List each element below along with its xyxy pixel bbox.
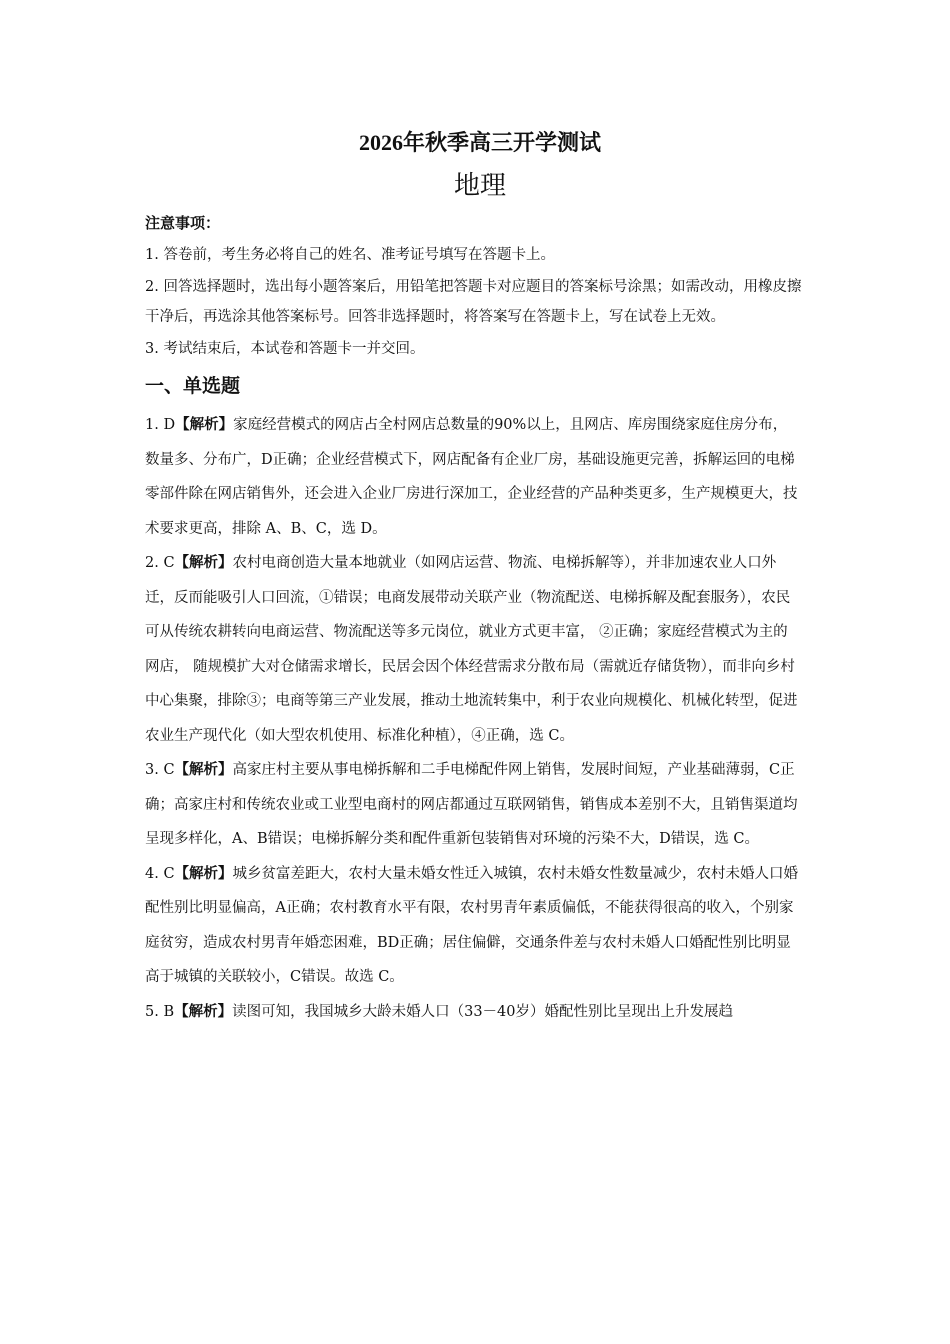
answer-item [145,857,815,995]
analysis-label: 【解析】 [174,865,233,882]
answer-item [145,546,815,753]
answer-number: 2. C [145,555,175,571]
note-item: 2. 回答选择题时，选出每小题答案后，用铅笔把答题卡对应题目的答案标号涂黑；如需改动，用橡皮擦干净后，再选涂其他答案标号。回答非选择题时，将答案写在答题卡上，写在试卷上无效。 [145,279,802,325]
notes-heading: 注意事项： [145,214,221,232]
note-item: 3. 考试结束后，本试卷和答题卡一并交回。 [145,341,425,357]
answer-text: 读图可知，我国城乡大龄未婚人口（33－40岁）婚配性别比呈现出上升发展趋 [232,1003,734,1020]
exam-page [145,120,815,1029]
answer-number: 3. C [145,762,175,778]
answer-number: 1. D [145,417,176,433]
answer-text: 高家庄村主要从事电梯拆解和二手电梯配件网上销售，发展时间短，产业基础薄弱，C正确；高家庄村和传统农业或工业型电商村的网店都通过互联网销售，销售成本差别不大，且销售渠道均呈现多样化，A、B错误；电梯拆解分类和配件重新包装销售对环境的污染不大，D错误，选 C。 [145,762,798,847]
answer-text: 家庭经营模式的网店占全村网店总数量的90%以上，且网店、库房围绕家庭住房分布，数量多、分布广，D正确；企业经营模式下，网店配备有企业厂房，基础设施更完善，拆解运回的电梯零部件除在网店销售外，还会进入企业厂房进行深加工，企业经营的产品种类更多，生产规模更大，技术要求更高，排除 A、B、C，选 D。 [145,417,798,537]
section-heading: 一、单选题 [145,375,241,397]
subject-title: 地理 [453,171,506,201]
answer-text: 城乡贫富差距大，农村大量未婚女性迁入城镇，农村未婚女性数量减少，农村未婚人口婚配性别比明显偏高，A正确；农村教育水平有限，农村男青年素质偏低，不能获得很高的收入，个别家庭贫穷，造成农村男青年婚恋困难，BD正确；居住偏僻，交通条件差与农村未婚人口婚配性别比明显高于城镇的关联较小，C错误。故选 C。 [145,865,799,985]
answer-item [145,408,815,546]
answer-number: 4. C [145,865,175,882]
answer-item [145,753,815,857]
analysis-label: 【解析】 [174,1003,233,1020]
analysis-label: 【解析】 [175,417,234,433]
exam-title: 2026年秋季高三开学测试 [358,130,601,155]
answer-text: 农村电商创造大量本地就业（如网店运营、物流、电梯拆解等），并非加速农业人口外迁，反而能吸引人口回流，①错误；电商发展带动关联产业（物流配送、电梯拆解及配套服务），农民可从传统农耕转向电商运营、物流配送等多元岗位，就业方式更丰富， ②正确；家庭经营模式为主的网店， 随规模扩大对仓储需求增长，民居会因个体经营需求分散布局（需就近存储货物），而非向乡村中心集聚，排除③；电商等第三产业发展，推动土地流转集中，利于农业向规模化、机械化转型，促进农业生产现代化（如大型农机使用、标准化种植），④正确，选 C。 [145,555,798,744]
analysis-label: 【解析】 [174,555,233,571]
analysis-label: 【解析】 [174,762,233,778]
answer-item [145,995,815,1030]
note-item: 1. 答卷前，考生务必将自己的姓名、准考证号填写在答题卡上。 [145,247,555,263]
answer-number: 5. B [145,1003,175,1020]
